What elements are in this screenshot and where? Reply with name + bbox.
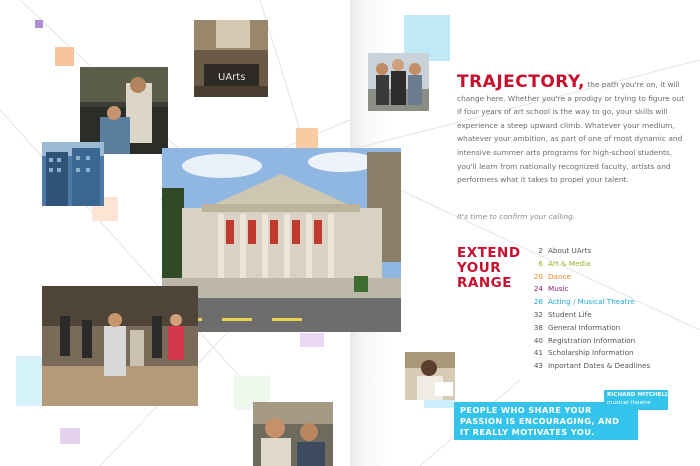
toc-label: Music [548, 284, 569, 294]
intro-paragraph [457, 72, 687, 187]
photo-dance-class [42, 286, 198, 406]
quote-text: PEOPLE WHO SHARE YOUR PASSION IS ENCOURAGING, AND IT REALLY MOTIVATES YOU. [460, 405, 620, 437]
decor-square [300, 333, 324, 347]
decor-square [55, 47, 74, 66]
table-of-contents [530, 245, 670, 373]
quote-role: musical theatre [607, 400, 651, 406]
toc-page-number: 41 [533, 348, 543, 358]
toc-label: About UArts [548, 246, 592, 255]
toc-title: EXTEND YOUR RANGE [457, 245, 521, 291]
toc-page-number: 24 [533, 284, 543, 294]
toc-label: Acting / Musical Theatre [548, 297, 635, 307]
toc-item[interactable] [530, 258, 670, 271]
photo-city-buildings [42, 142, 104, 206]
toc-label: Dance [548, 271, 571, 281]
toc-item[interactable] [530, 322, 670, 335]
toc-page-number: 40 [533, 335, 543, 345]
toc-page-number: 32 [533, 309, 543, 319]
toc-label: Art & Media [548, 258, 591, 268]
toc-item[interactable] [530, 296, 670, 309]
headline-tail: the path you're on, [584, 80, 658, 89]
intro-body: it will change here. Whether you're a prodigy or trying to figure out if four years of art school is the way to go, your skills will experience a steep upward climb. Whatever your medium, whatever your ambition, as part of one of most dynamic and intensive summer arts programs for high-school students, you'll learn from nationally recognized faculty, artists and performers what it takes to propel your talent. [457, 80, 685, 185]
quote-name: RICHARD MITCHELL [607, 392, 669, 398]
toc-item[interactable] [530, 245, 670, 258]
svg-text:UArts: UArts [218, 72, 246, 83]
toc-item[interactable] [530, 309, 670, 322]
toc-page-number: 43 [533, 361, 543, 371]
toc-page-number: 20 [533, 271, 543, 281]
toc-label: Scholarship Information [548, 348, 634, 358]
toc-page-number: 6 [538, 258, 543, 268]
toc-page-number: 2 [538, 246, 543, 255]
toc-label: Inportant Dates & Deadlines [548, 361, 651, 371]
photo-student-drawing [405, 352, 455, 400]
toc-label: Registration Information [548, 335, 636, 345]
decor-square [16, 356, 42, 406]
toc-item[interactable] [530, 347, 670, 360]
toc-item[interactable] [530, 283, 670, 296]
decor-square [35, 20, 43, 28]
decor-square [60, 428, 80, 444]
toc-label: General Information [548, 322, 621, 332]
photo-students-reading [253, 402, 333, 466]
toc-page-number: 26 [533, 297, 543, 307]
photo-three-students [368, 53, 429, 111]
tagline: It's time to confirm your calling. [457, 212, 576, 221]
photo-student-speaking [80, 67, 168, 154]
toc-item[interactable] [530, 360, 670, 373]
toc-page-number: 38 [533, 322, 543, 332]
photo-uarts-sign [194, 20, 268, 97]
headline-trajectory: TRAJECTORY, [457, 72, 585, 92]
toc-label: Student Life [548, 309, 592, 319]
toc-item[interactable] [530, 335, 670, 348]
toc-item[interactable] [530, 271, 670, 284]
decor-square [296, 128, 318, 150]
